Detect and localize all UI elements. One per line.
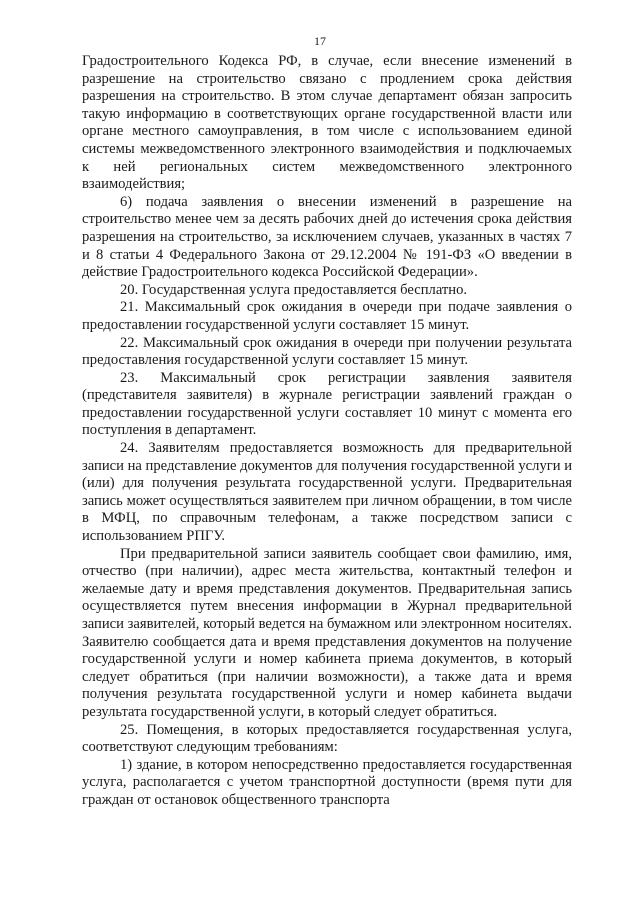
- paragraph: 24. Заявителям предоставляется возможность для предварительной записи на представление документов для получения государственной услуги и (или) для получения результата государственной услуги. Предварительная запись может осуществляться заявителем при личном обращении, в том числе в МФЦ, по справочным телефонам, а также посредством записи с использованием РПГУ.: [82, 440, 572, 545]
- paragraph: 20. Государственная услуга предоставляется бесплатно.: [120, 281, 468, 298]
- paragraph: 1) здание, в котором непосредственно предоставляется государственная услуга, располагается с учетом транспортной доступности (время пути для граждан от остановок общественного транспорта: [82, 756, 572, 808]
- paragraph: 23. Максимальный срок регистрации заявления заявителя (представителя заявителя) в журнале регистрации заявлений граждан о предоставлении государственной услуги составляет 10 минут с момента его поступления в департамент.: [82, 369, 572, 439]
- paragraph: 22. Максимальный срок ожидания в очереди при получении результата предоставления государственной услуги составляет 15 минут.: [82, 334, 572, 369]
- paragraph: 6) подача заявления о внесении изменений в разрешение на строительство менее чем за десять рабочих дней до истечения срока действия разрешения на строительство, за исключением случаев, указанных в частях 7 и 8 статьи 4 Федерального Закона от 29.12.2004 № 191-ФЗ «О введении в действие Градостроительного кодекса Российской Федерации».: [82, 193, 572, 281]
- page-number: 17: [314, 34, 326, 48]
- paragraph: При предварительной записи заявитель сообщает свои фамилию, имя, отчество (при наличии), адрес места жительства, контактный телефон и желаемые дату и время представления документов. Предварительная запись осуществляется путем внесения информации в Журнал предварительной записи заявителей, который ведется на бумажном или электронном носителях. Заявителю сообщается дата и время представления документов на получение государственной услуги и номер кабинета приема документов, в который следует обратиться (при наличии возможности), а также дата и время получения результата государственной услуги и номер кабинета выдачи результата государственной услуги, в который следует обратиться.: [82, 545, 572, 720]
- paragraph: 21. Максимальный срок ожидания в очереди при подаче заявления о предоставлении государственной услуги составляет 15 минут.: [82, 299, 572, 333]
- document-body: [82, 53, 572, 810]
- paragraph: Градостроительного Кодекса РФ, в случае, если внесение изменений в разрешение на строительство связано с продлением срока действия разрешения на строительство. В этом случае департамент обязан запросить такую информацию в соответствующих органе государственной власти или органе местного самоуправления, в том числе с использованием единой системы межведомственного электронного взаимодействия и подключаемых к ней региональных систем межведомственного электронного взаимодействия;: [82, 53, 572, 193]
- paragraph: 25. Помещения, в которых предоставляется государственная услуга, соответствуют следующим требованиям:: [82, 721, 572, 756]
